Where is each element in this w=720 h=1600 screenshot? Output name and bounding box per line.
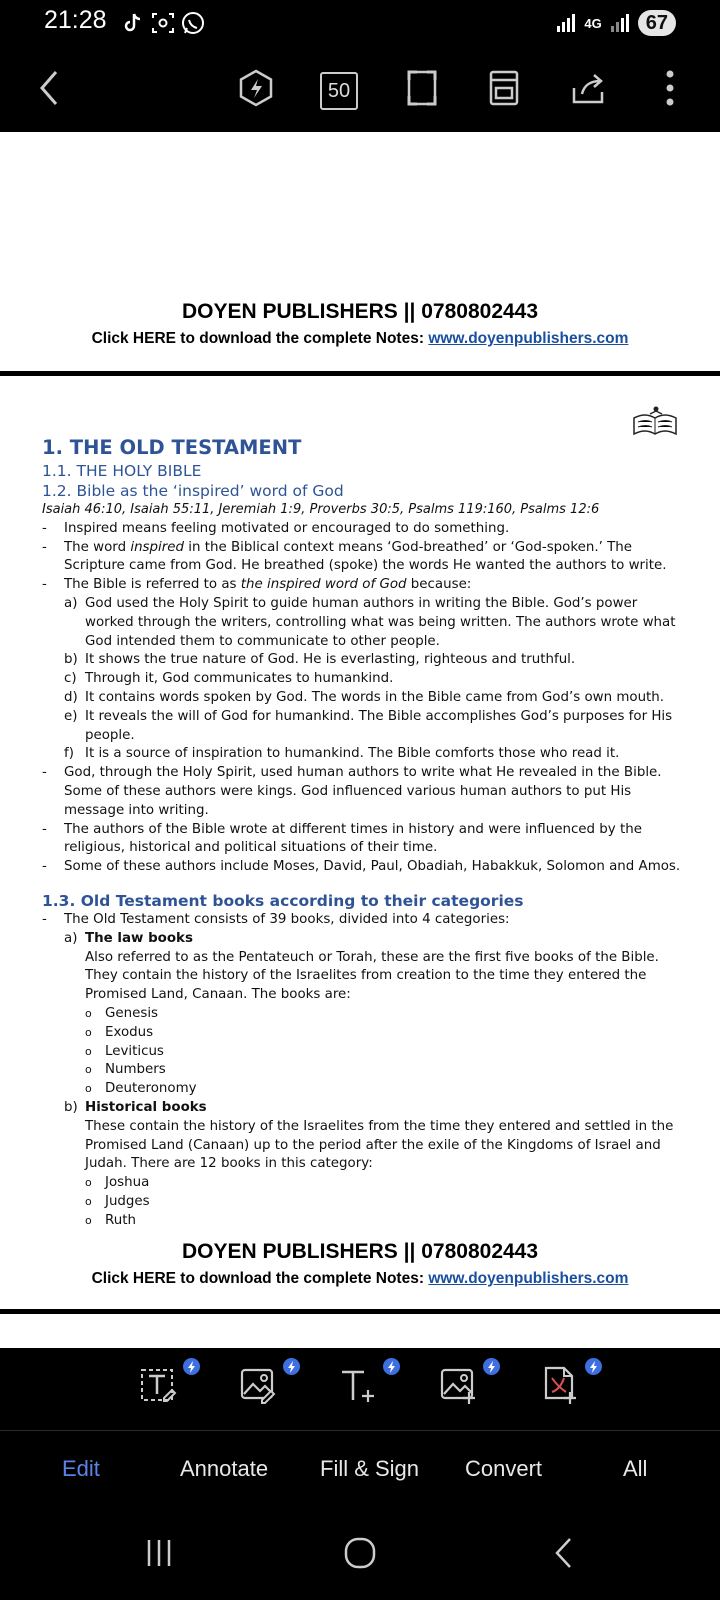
book-list-item: o Ruth	[42, 1212, 682, 1231]
pdf-page	[0, 132, 720, 1348]
home-button[interactable]	[343, 1536, 377, 1570]
tab-all[interactable]: All	[623, 1456, 648, 1481]
book-list-item: o Deuteronomy	[42, 1080, 682, 1099]
notification-icons	[120, 10, 206, 36]
add-image-tool[interactable]	[438, 1364, 482, 1408]
battery-percent: 67	[645, 12, 668, 34]
edit-image-tool[interactable]	[238, 1364, 282, 1408]
pdf-tools-button[interactable]	[540, 1364, 584, 1408]
publisher-title: DOYEN PUBLISHERS || 0780802443	[181, 300, 539, 323]
status-bar	[0, 0, 720, 44]
pdf-file-icon	[540, 1364, 580, 1404]
heading-ot-categories: 1.3. Old Testament books according to their categories	[42, 891, 524, 910]
bullet-item: - The authors of the Bible wrote at different times in history and were influenced by the religious, historical and political situations of their time.	[42, 821, 682, 859]
tab-fill-sign[interactable]: Fill & Sign	[320, 1456, 420, 1481]
book-list-item: o Genesis	[42, 1005, 682, 1024]
reader-toolbar	[0, 44, 720, 132]
publisher-link[interactable]: www.doyenpublishers.com	[428, 330, 629, 347]
add-image-icon	[438, 1364, 478, 1404]
ai-badge-icon	[183, 1358, 200, 1375]
share-button[interactable]	[566, 66, 610, 110]
tiktok-icon	[120, 10, 146, 36]
heading-inspired-word: 1.2. Bible as the ‘inspired’ word of God	[42, 482, 344, 500]
page-count-button[interactable]: 50	[320, 72, 358, 110]
reason-item: a) God used the Holy Spirit to guide human authors in writing the Bible. God’s power worked through the writers, controlling what was being written. The authors wrote what God intended them to communicate to other people.	[64, 595, 676, 649]
publisher-link[interactable]: www.doyenpublishers.com	[428, 1270, 629, 1287]
lightning-hexagon-icon	[236, 68, 276, 108]
bullet-item: - The Old Testament consists of 39 books, divided into 4 categories:	[42, 911, 682, 930]
add-text-tool[interactable]	[338, 1364, 382, 1408]
reason-item: b) It shows the true nature of God. He is everlasting, righteous and truthful.	[64, 652, 576, 668]
bullet-item: - Inspired means feeling motivated or encouraged to do something.	[42, 520, 682, 539]
fullscreen-icon	[404, 68, 440, 108]
book-list-item: o Exodus	[42, 1024, 682, 1043]
chevron-left-icon	[34, 68, 64, 108]
book-list-item: o Leviticus	[42, 1043, 682, 1062]
ai-badge-icon	[483, 1358, 500, 1375]
clock: 21:28	[44, 6, 107, 34]
reason-item: f) It is a source of inspiration to humankind. The Bible comforts those who read it.	[64, 746, 620, 762]
document-body	[42, 435, 682, 1230]
category-law-books: a) The law books	[64, 930, 193, 946]
scripture-references: Isaiah 46:10, Isaiah 55:11, Jeremiah 1:9, Proverbs 30:5, Psalms 119:160, Psalms 12:6	[42, 502, 600, 517]
more-options-button[interactable]	[648, 66, 692, 110]
download-cta: Click HERE to download the complete Notes: www.doyenpublishers.com	[91, 1270, 629, 1287]
edit-text-tool[interactable]	[138, 1364, 182, 1408]
reason-item: e) It reveals the will of God for humankind. The Bible accomplishes God’s purposes for His people.	[64, 708, 673, 743]
share-icon	[568, 68, 608, 108]
category-historical-books: b) Historical books	[64, 1099, 207, 1115]
more-vertical-icon	[664, 68, 676, 108]
system-navigation	[0, 1524, 720, 1584]
recent-apps-button[interactable]	[144, 1538, 174, 1568]
publisher-title: DOYEN PUBLISHERS || 0780802443	[181, 1240, 539, 1263]
mode-tabs	[0, 1440, 720, 1500]
edit-image-icon	[238, 1364, 278, 1404]
reason-item: c) Through it, God communicates to humankind.	[64, 671, 394, 687]
document-view-icon	[486, 68, 522, 108]
header-banner	[0, 300, 720, 348]
whatsapp-icon	[180, 10, 206, 36]
footer-banner	[0, 1240, 720, 1288]
ai-badge-icon	[383, 1358, 400, 1375]
ai-badge-icon	[585, 1358, 602, 1375]
back-nav-button[interactable]	[552, 1536, 576, 1570]
ai-assist-button[interactable]	[234, 66, 278, 110]
heading-old-testament: 1. THE OLD TESTAMENT	[42, 436, 302, 459]
book-list-item: o Numbers	[42, 1061, 682, 1080]
edit-text-icon	[138, 1364, 178, 1404]
back-button[interactable]	[27, 66, 71, 110]
category-description: Also referred to as the Pentateuch or Torah, these are the first five books of the Bible. They contain the history of the Israelites from creation to the time they entered the Promised Land, Canaan. The books are:	[85, 949, 659, 1003]
book-list-item: o Joshua	[42, 1174, 682, 1193]
heading-holy-bible: 1.1. THE HOLY BIBLE	[42, 462, 202, 480]
category-description: These contain the history of the Israelites from the time they entered and settled in the Promised Land (Canaan) up to the period after the exile of the Kingdoms of Israel and Judah. There are 12 books in this category:	[85, 1118, 674, 1172]
edit-tools-bar	[0, 1348, 720, 1430]
fullscreen-button[interactable]	[400, 66, 444, 110]
ai-badge-icon	[283, 1358, 300, 1375]
tab-annotate[interactable]: Annotate	[180, 1456, 269, 1481]
bullet-item: - God, through the Holy Spirit, used human authors to write what He revealed in the Bible. Some of these authors were kings. God influenced various human authors to put His message into writing.	[42, 764, 682, 820]
view-mode-button[interactable]	[482, 66, 526, 110]
download-cta: Click HERE to download the complete Notes: www.doyenpublishers.com	[91, 330, 629, 347]
header-divider	[0, 371, 720, 376]
tabs-divider	[0, 1430, 720, 1431]
bullet-item: - The Bible is referred to as the inspired word of God because:	[42, 576, 682, 595]
tab-edit[interactable]: Edit	[62, 1456, 100, 1481]
screenshot-icon	[150, 10, 176, 36]
signal-icon-2	[610, 13, 630, 33]
add-text-icon	[338, 1364, 378, 1404]
bullet-item: - Some of these authors include Moses, David, Paul, Obadiah, Habakkuk, Solomon and Amos.	[42, 858, 682, 877]
reason-item: d) It contains words spoken by God. The words in the Bible came from God’s own mouth.	[64, 689, 665, 705]
network-type: 4G	[584, 15, 602, 31]
book-list-item: o Judges	[42, 1193, 682, 1212]
battery-indicator	[638, 10, 676, 36]
next-page-edge	[0, 1324, 720, 1348]
bullet-item: - The word inspired in the Biblical context means ‘God-breathed’ or ‘God-spoken.’ The Scripture came from God. He breathed (spoke) the words He wanted the authors to write.	[42, 539, 682, 577]
tab-convert[interactable]: Convert	[465, 1456, 543, 1481]
signal-icon	[556, 13, 576, 33]
